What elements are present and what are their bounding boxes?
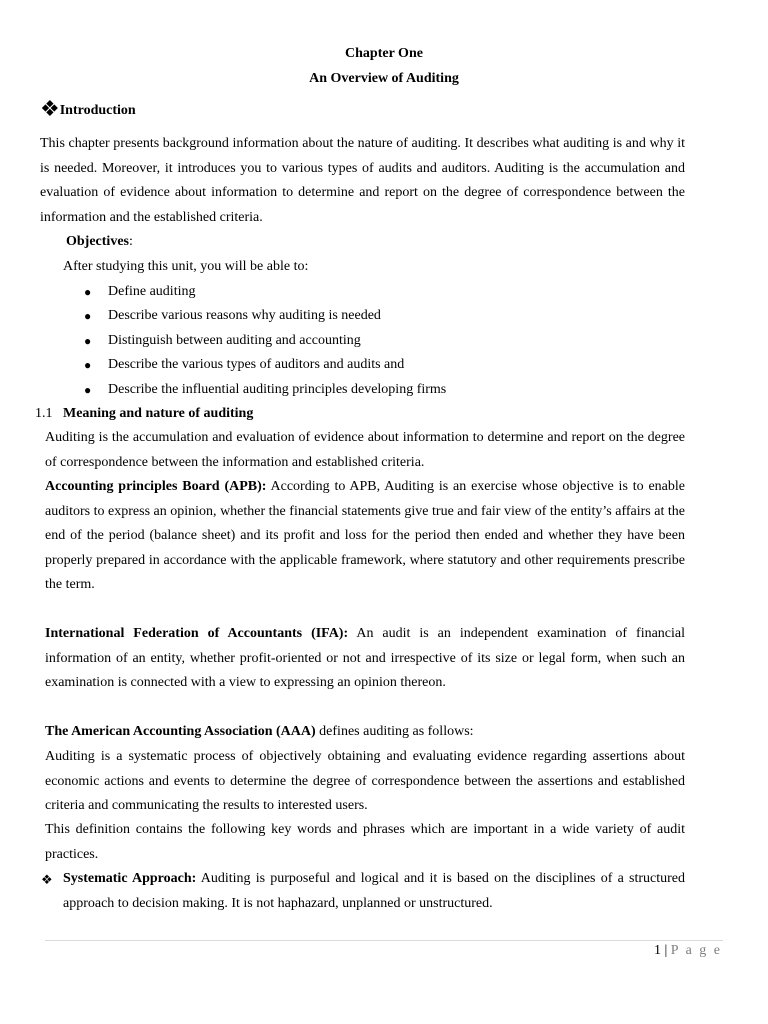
section-intro: Auditing is the accumulation and evaluation of evidence about information to determine and report on the degree of correspondence between the information and established criteria. [45,430,685,470]
list-item: Describe various reasons why auditing is needed [108,308,381,323]
ifa-label: International Federation of Accountants (IFA): [45,626,349,641]
apb-paragraph: Accounting principles Board (APB): According to APB, Auditing is an exercise whose objective is to enable auditors to express an opinion, whether the financial statements give true and fair view of the entity’s affairs at the end of the period (balance sheet) and its profit and loss for the period then ended and whether they have been properly prepared in accordance with the applicable framework, where statutory and other requirements prescribe the term. [45,479,685,593]
section-number: 1.1 [35,406,53,421]
list-item: Distinguish between auditing and accounting [108,333,361,348]
aaa-definition: Auditing is a systematic process of objectively obtaining and evaluating evidence regarding assertions about economic actions and events to determine the degree of correspondence between the assertions and established criteria and communicating the results to interested users. [45,749,685,814]
definition-note: This definition contains the following key words and phrases which are important in a wide variety of audit practices. [45,822,685,862]
bullet-dot-icon: ● [84,309,92,323]
bullet-dot-icon: ● [84,383,92,397]
list-item: Define auditing [108,284,196,299]
diamond-bullet-icon: ❖ [41,872,53,887]
page-footer: 1 | P a g e [653,943,722,958]
section-title: Meaning and nature of auditing [63,406,254,421]
ifa-paragraph: International Federation of Accountants (IFA): An audit is an independent examination of financial information of an entity, whether profit-oriented or not and irrespective of its size or legal form, when such an examination is connected with a view to expressing an opinion thereon. [45,626,685,691]
page-word: P a g e [670,943,722,958]
systematic-approach-item: Systematic Approach: Auditing is purposeful and logical and it is based on the disciplines of a structured approach to decision making. It is not haphazard, unplanned or unstructured. [63,871,685,911]
systematic-label: Systematic Approach: [63,871,197,886]
aaa-label: The American Accounting Association (AAA) [45,724,316,739]
aaa-paragraph: The American Accounting Association (AAA) defines auditing as follows: [45,724,474,739]
objectives-heading: Objectives: [66,234,133,249]
bullet-dot-icon: ● [84,334,92,348]
intro-heading-row [40,98,136,121]
footer-divider [45,940,723,941]
apb-label: Accounting principles Board (APB): [45,479,267,494]
bullet-dot-icon: ● [84,285,92,299]
chapter-subtitle: An Overview of Auditing [309,71,459,86]
intro-paragraph: This chapter presents background information about the nature of auditing. It describes what auditing is and why it is needed. Moreover, it introduces you to various types of audits and auditors. Auditing is the accumulation and evaluation of evidence about information to determine and report on the degree of correspondence between the information and the established criteria. [40,136,685,225]
diamond-bullet-icon: ❖ [40,96,60,121]
objectives-lead: After studying this unit, you will be able to: [63,259,309,274]
list-item: Describe the various types of auditors and audits and [108,357,405,372]
intro-heading: Introduction [59,103,136,118]
chapter-title: Chapter One [345,46,423,61]
page-number: 1 [653,943,661,958]
bullet-dot-icon: ● [84,358,92,372]
list-item: Describe the influential auditing principles developing firms [108,382,447,397]
